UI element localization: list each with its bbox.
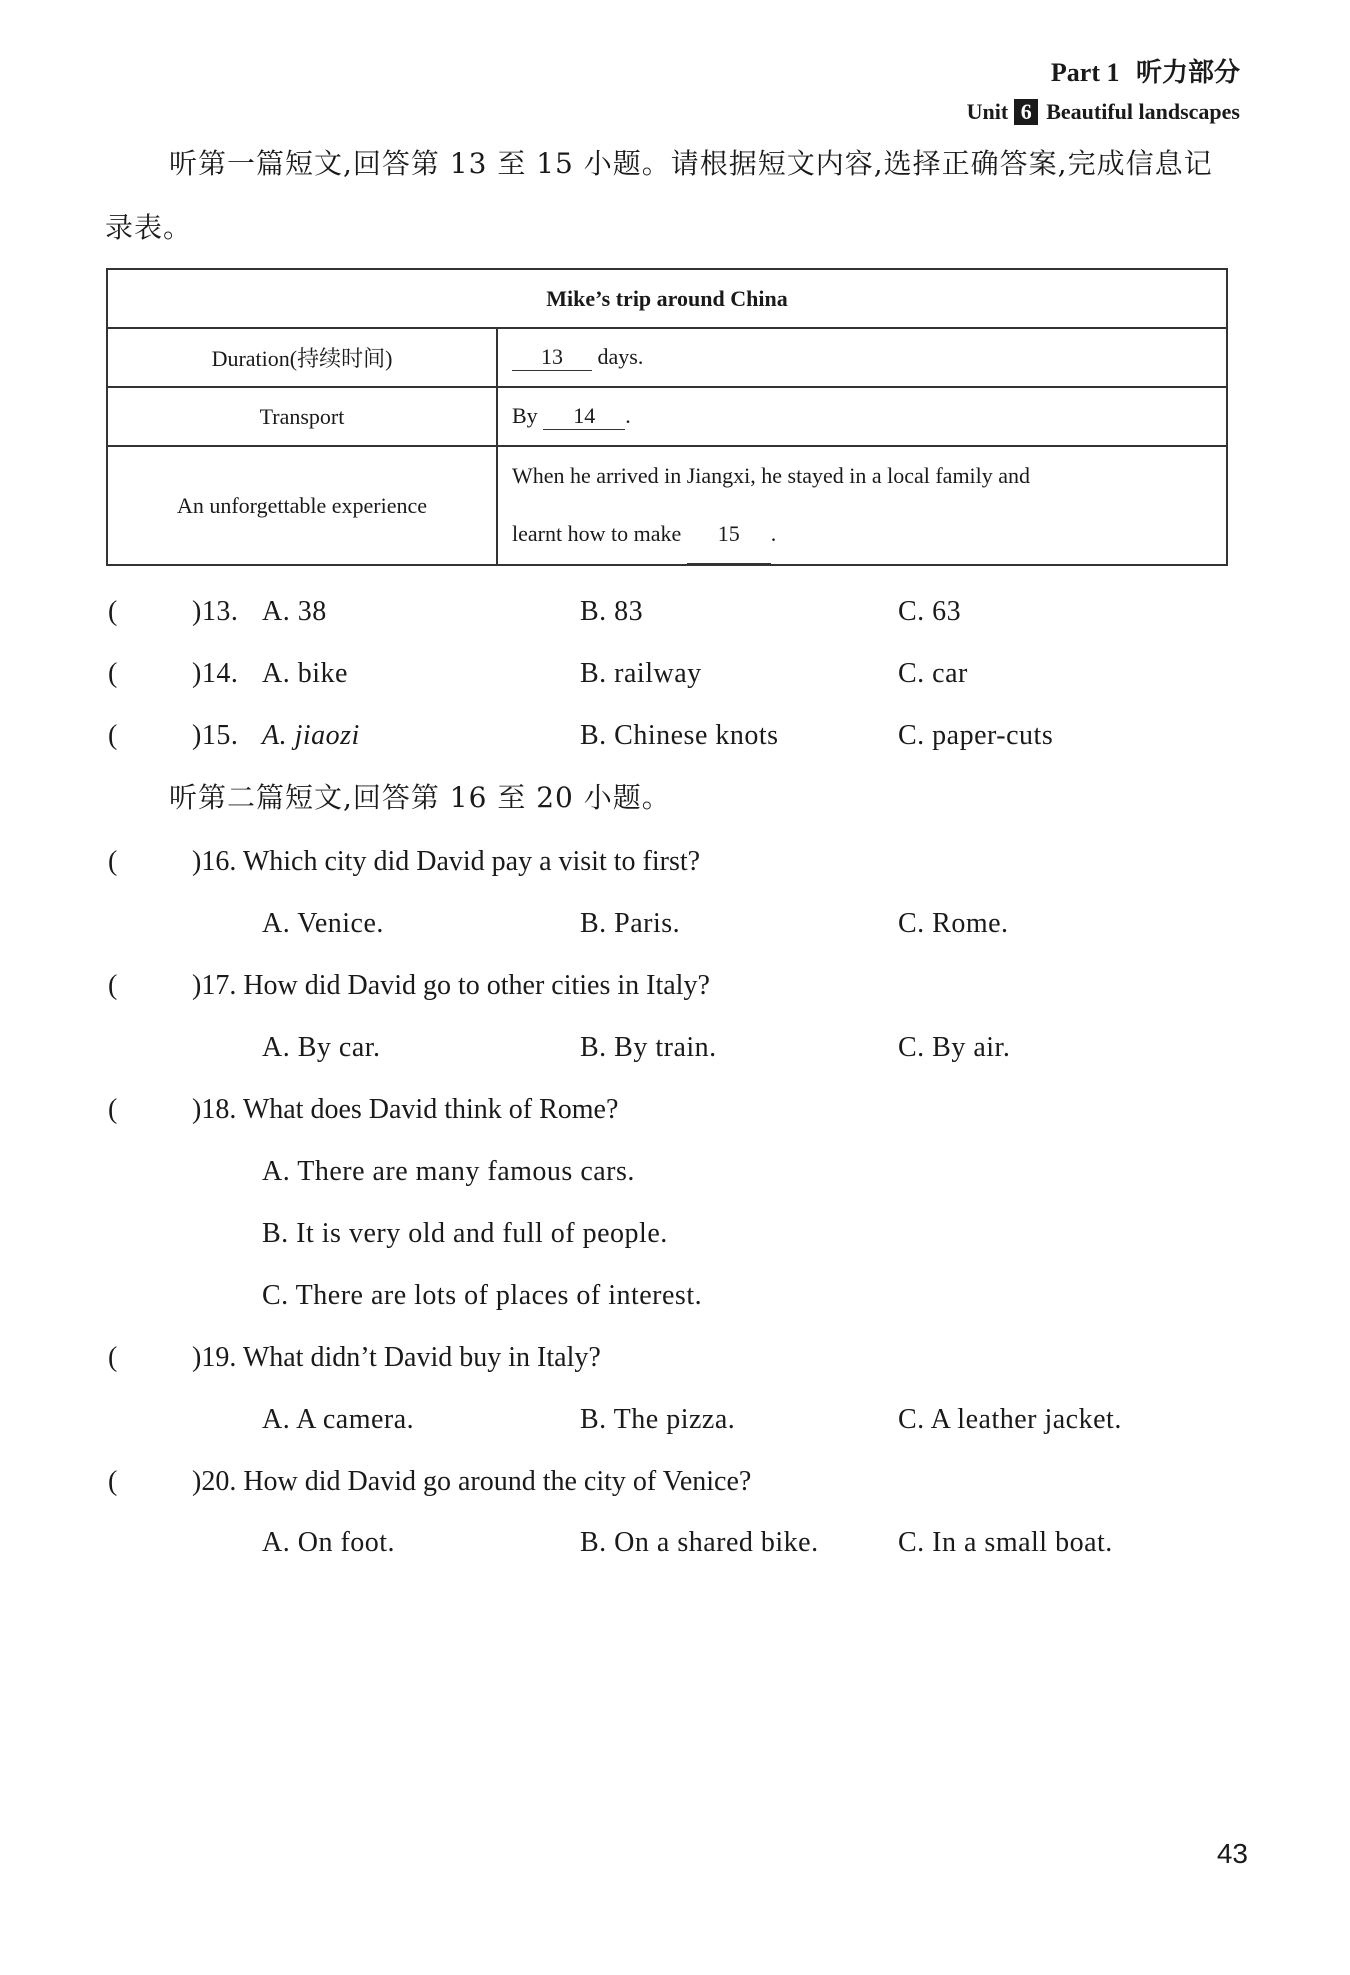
transport-suffix: . — [625, 403, 631, 428]
answer-paren: ( — [108, 658, 118, 689]
transport-label: Transport — [107, 387, 497, 446]
experience-line1: When he arrived in Jiangxi, he stayed in a local family and — [512, 463, 1031, 488]
answer-paren: ( — [108, 1342, 118, 1373]
option-a: A. jiaozi — [262, 720, 360, 751]
option-b: B. railway — [580, 658, 702, 689]
option-a: A. By car. — [262, 1032, 381, 1063]
option-c: C. By air. — [898, 1032, 1011, 1063]
option-b: B. Paris. — [580, 908, 681, 939]
section1-instruction: 听第一篇短文,回答第 13 至 15 小题。请根据短文内容,选择正确答案,完成信息记录表。 — [105, 147, 1213, 244]
page-number: 43 — [1216, 1838, 1248, 1869]
question-13-stem: )13. — [192, 596, 239, 627]
question-14-stem: )14. — [192, 658, 239, 689]
question-stem: )20. How did David go around the city of Venice? — [192, 1466, 752, 1497]
option-b: B. The pizza. — [580, 1404, 736, 1435]
duration-unit: days. — [597, 344, 644, 369]
part-cn-label: 听力部分 — [1135, 58, 1240, 88]
answer-paren: ( — [108, 1466, 118, 1497]
option-b: B. On a shared bike. — [580, 1527, 819, 1558]
option-b: B. By train. — [580, 1032, 717, 1063]
unit-heading — [967, 99, 1240, 125]
question-stem: )18. What does David think of Rome? — [192, 1094, 619, 1125]
option-a: A. A camera. — [262, 1404, 415, 1435]
option-a: A. There are many famous cars. — [262, 1156, 635, 1187]
unit-number-badge: 6 — [1014, 99, 1038, 125]
table-row — [107, 328, 1227, 387]
page-header — [967, 52, 1240, 125]
table-row — [107, 446, 1227, 565]
option-a: A. 38 — [262, 596, 327, 627]
option-c: C. Rome. — [898, 908, 1009, 939]
option-a: A. Venice. — [262, 908, 384, 939]
option-a: A. bike — [262, 658, 348, 689]
blank-15: 15 — [687, 505, 771, 564]
option-c: C. There are lots of places of interest. — [262, 1280, 703, 1311]
blank-14: 14 — [543, 403, 625, 430]
option-c: C. A leather jacket. — [898, 1404, 1122, 1435]
table-row — [107, 387, 1227, 446]
option-b: B. 83 — [580, 596, 644, 627]
unit-title: Beautiful landscapes — [1046, 99, 1240, 124]
unit-label: Unit — [966, 99, 1009, 124]
option-a: A. On foot. — [262, 1527, 396, 1558]
answer-paren: ( — [108, 970, 118, 1001]
option-c: C. car — [898, 658, 968, 689]
info-record-table — [106, 268, 1228, 566]
experience-value — [497, 446, 1227, 565]
option-b: B. Chinese knots — [580, 720, 779, 751]
answer-paren: ( — [108, 596, 118, 627]
option-b: B. It is very old and full of people. — [262, 1218, 668, 1249]
question-15-stem: )15. — [192, 720, 239, 751]
question-stem: )17. How did David go to other cities in Italy? — [192, 970, 710, 1001]
answer-paren: ( — [108, 1094, 118, 1125]
table-title: Mike’s trip around China — [107, 269, 1227, 328]
experience-suffix: . — [770, 521, 777, 546]
blank-13: 13 — [512, 344, 592, 371]
answer-paren: ( — [108, 720, 118, 751]
duration-label: Duration(持续时间) — [107, 328, 497, 387]
option-c: C. In a small boat. — [898, 1527, 1113, 1558]
experience-line2 — [512, 505, 1212, 564]
option-c: C. 63 — [898, 596, 962, 627]
section2-instruction: 听第二篇短文,回答第 16 至 20 小题。 — [169, 781, 671, 814]
experience-line2-text: learnt how to make — [512, 521, 682, 546]
part-label: Part 1 — [1050, 58, 1120, 87]
transport-prefix: By — [512, 403, 538, 428]
option-c: C. paper-cuts — [898, 720, 1054, 751]
experience-label: An unforgettable experience — [107, 446, 497, 565]
question-stem: )19. What didn’t David buy in Italy? — [192, 1342, 601, 1373]
duration-value — [497, 328, 1227, 387]
part-heading — [967, 52, 1240, 89]
answer-paren: ( — [108, 846, 118, 877]
question-stem: )16. Which city did David pay a visit to first? — [192, 846, 701, 877]
transport-value — [497, 387, 1227, 446]
